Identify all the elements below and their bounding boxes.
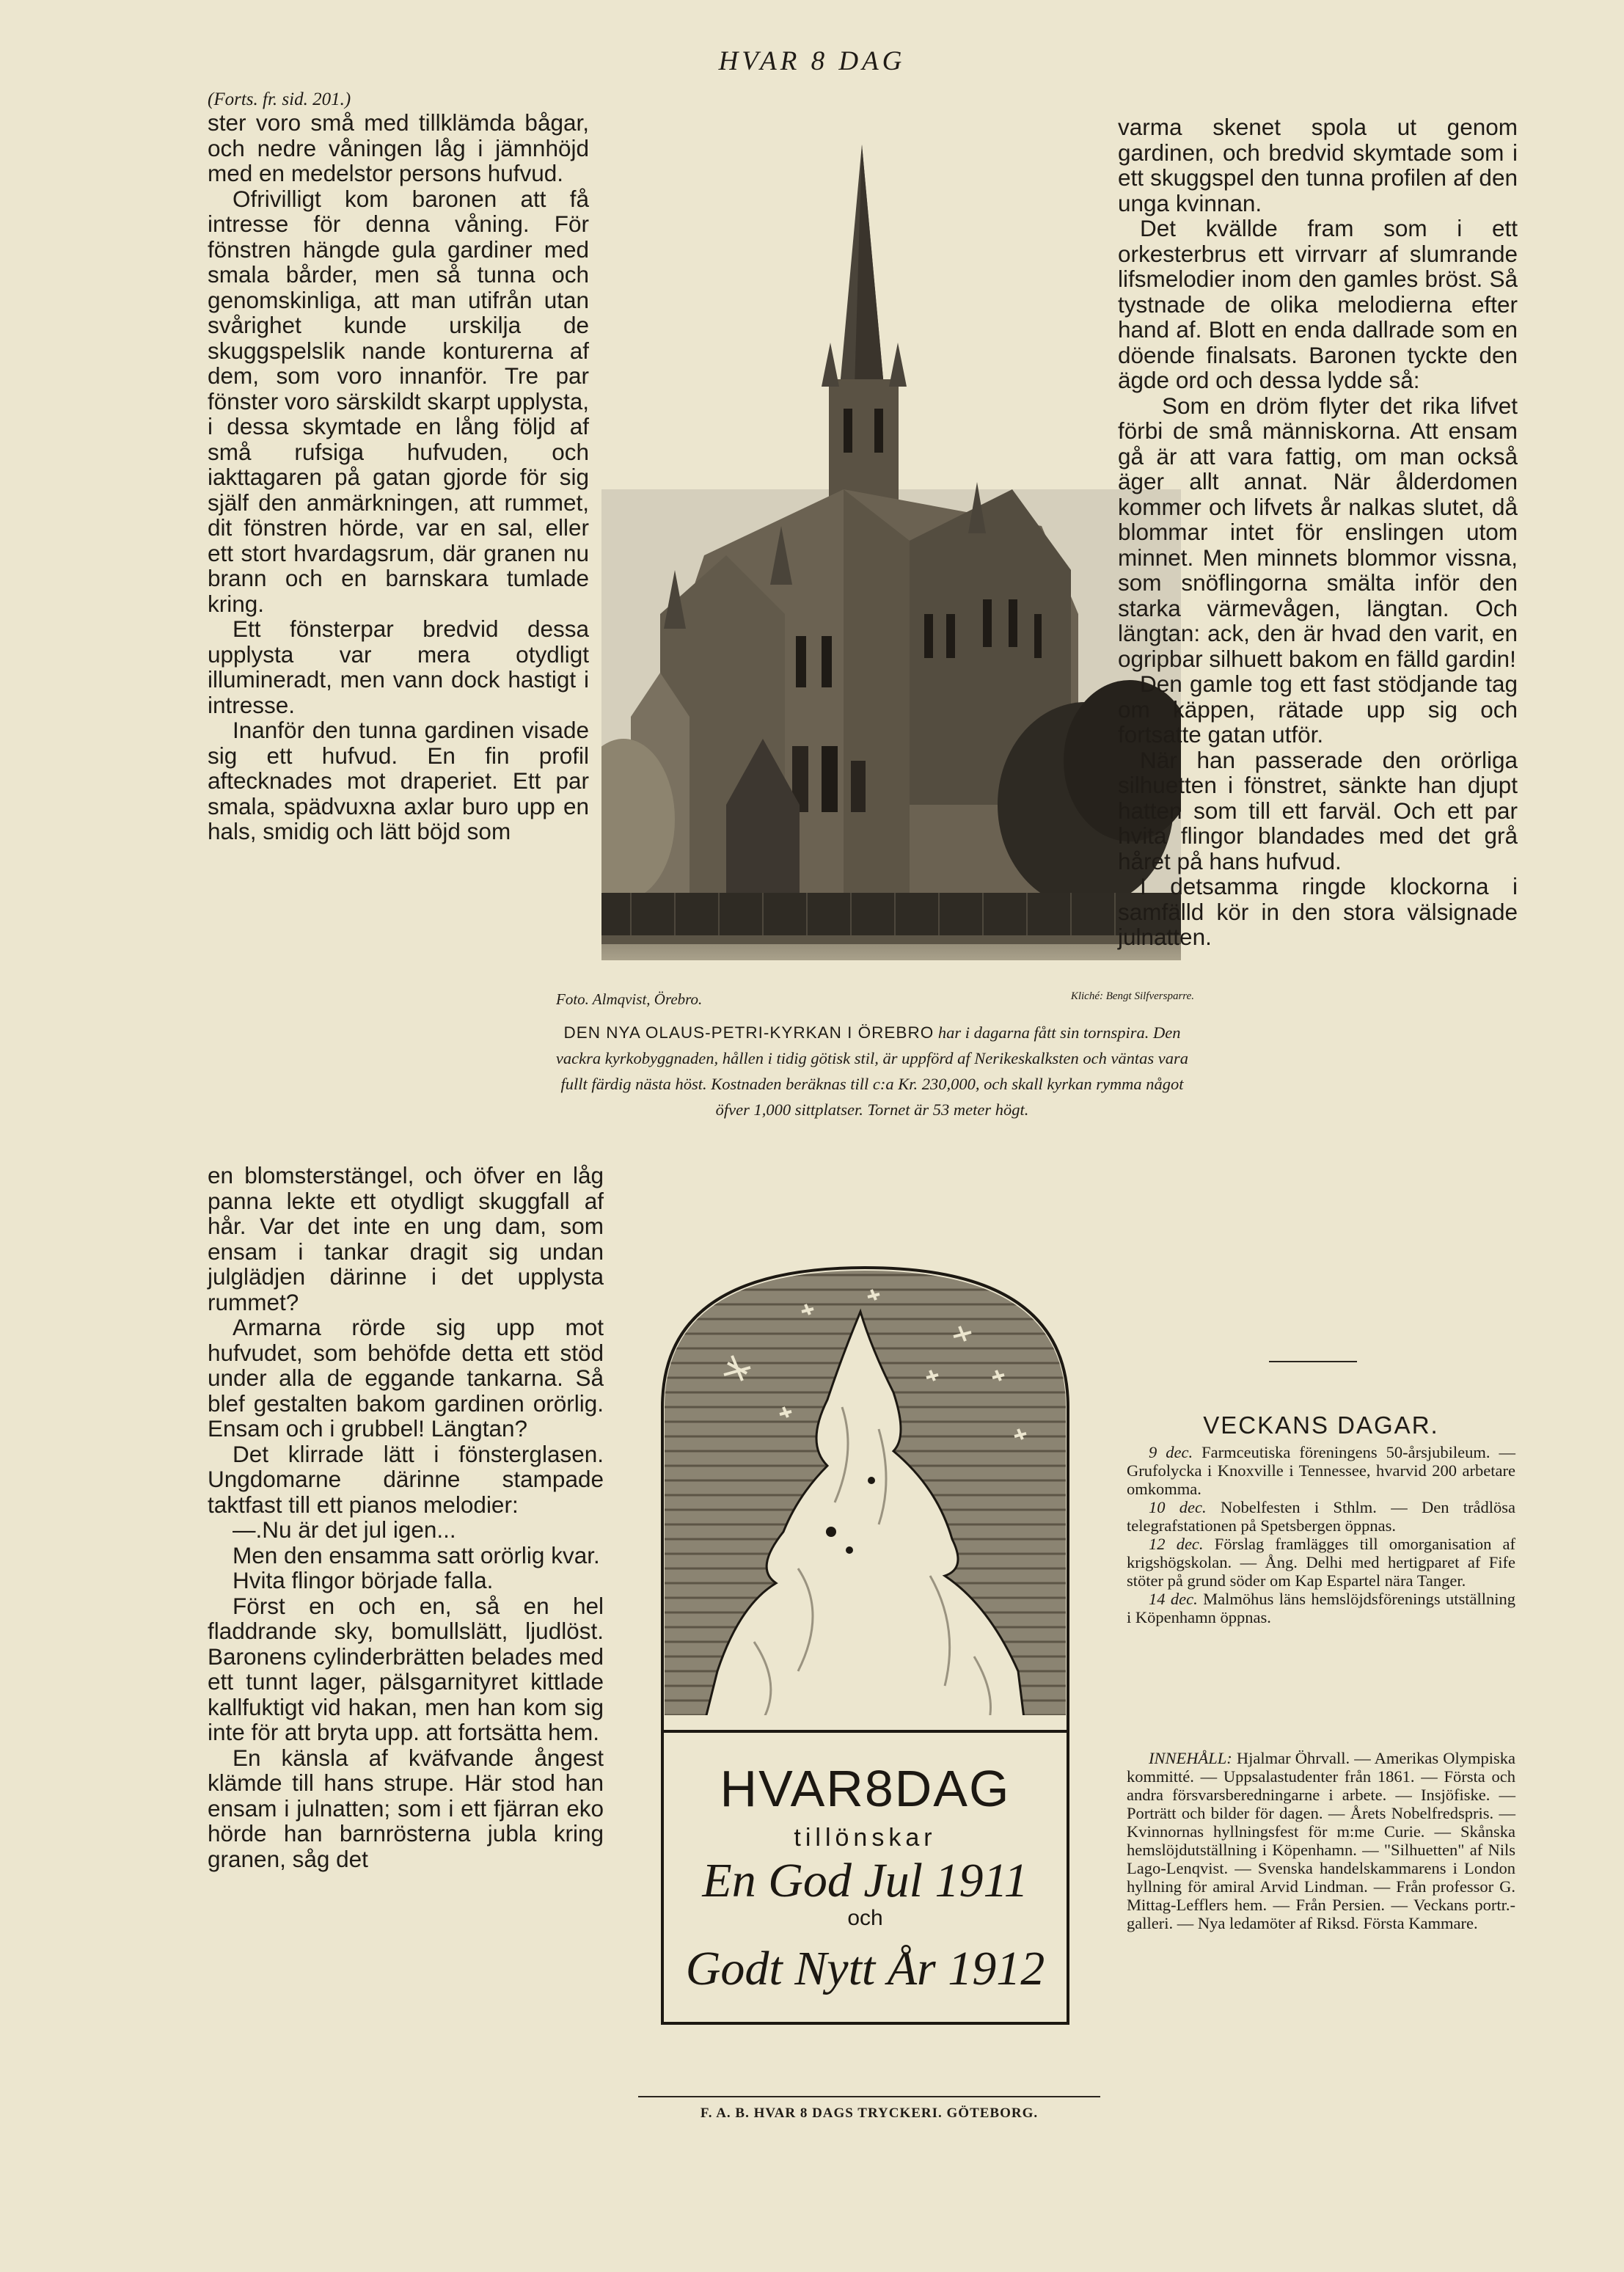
entry-text: Nobelfesten i Sthlm. — Den trådlösa telegrafstationen på Spetsbergen öppnas. bbox=[1127, 1498, 1515, 1535]
greeting-christmas: En God Jul 1911 bbox=[702, 1854, 1028, 1907]
greeting-wish: tillönskar bbox=[794, 1824, 937, 1852]
paragraph: Men den ensamma satt orörlig kvar. bbox=[233, 1541, 600, 1568]
entry-date: 10 dec. bbox=[1149, 1498, 1207, 1516]
entry-date: 9 dec. bbox=[1149, 1443, 1193, 1461]
entry-date: 12 dec. bbox=[1149, 1535, 1204, 1553]
weekdays-section bbox=[1127, 1411, 1515, 1626]
left-column-lower bbox=[208, 1163, 604, 1871]
paragraph: varma skenet spola ut genom gardinen, och bredvid skymtade som i ett skuggspel den tunna profilen af den unga kvinnan. bbox=[1118, 114, 1518, 216]
paragraph: När han passerade den orörliga silhuetten i fönstret, sänkte han djupt hatten som till ett farväl. Och ett par hvita flingor blandades med det grå håret på hans hufvud. bbox=[1118, 746, 1518, 874]
weekday-entry bbox=[1127, 1498, 1515, 1535]
paragraph: I detsamma ringde klockorna i samfälld kör in den stora välsignade julnatten. bbox=[1118, 873, 1518, 950]
greeting-new-year: Godt Nytt År 1912 bbox=[685, 1942, 1045, 1995]
footer-rule bbox=[638, 2096, 1100, 2097]
contents-label: INNEHÅLL: bbox=[1149, 1749, 1232, 1767]
paragraph: Det kvällde fram som i ett orkesterbrus ett virrvarr af slumrande lifsmelodier inom den gamles bröst. Så tystnade de olika melodierna efter hand af. Blott en enda dallrade som en döende finalsats. Baronen tyckte den ägde ord och dessa lydde så: bbox=[1118, 215, 1518, 393]
paragraph: Armarna rörde sig upp mot hufvudet, som behöfde detta ett stöd under alla de eggande tankarna. Så blef gestalten bakom gardinen orörlig. Ensam och i grubbel! Längtan? bbox=[208, 1314, 604, 1442]
paragraph: Som en dröm flyter det rika lifvet förbi de små människorna. Att ensam gå är att vara fattig, om man också äger allt annat. När ålderdomen kommer och lifvets år nalkas slutet, då blommar intet för enslingen utom minnet. Men minnets blommor vissna, som snöflingorna smälta inför den starka värmevågen, längtan. Och längtan: ack, den är hvad den varit, en ogripbar silhuett bakom en fälld gardin! bbox=[1118, 392, 1518, 672]
divider-rule bbox=[1269, 1361, 1357, 1362]
weekday-entry bbox=[1127, 1535, 1515, 1590]
left-column bbox=[208, 90, 589, 844]
photo-credits bbox=[556, 990, 1194, 1009]
paragraph: Ett fönsterpar bredvid dessa upplysta var mera otydligt illumineradt, men vann dock hastigt i intresse. bbox=[208, 616, 589, 718]
paragraph: Den gamle tog ett fast stödjande tag om käppen, rätade upp sig och fortsatte gatan utför. bbox=[1118, 671, 1518, 748]
right-column bbox=[1118, 114, 1518, 950]
printer-imprint: F. A. B. HVAR 8 DAGS TRYCKERI. GÖTEBORG. bbox=[700, 2105, 1039, 2121]
paragraph: ster voro små med tillklämda bågar, och nedre våningen låg i jämnhöjd med en medelstor persons hufvud. bbox=[208, 109, 589, 186]
running-head-title: HVAR 8 DAG bbox=[718, 46, 906, 76]
paragraph: Det klirrade lätt i fönsterglasen. Ungdomarne därinne stampade taktfast till ett pianos melodier: bbox=[208, 1440, 604, 1518]
caption-lead: DEN NYA OLAUS-PETRI-KYRKAN I ÖREBRO bbox=[563, 1023, 934, 1042]
continuation-note: (Forts. fr. sid. 201.) bbox=[208, 90, 351, 109]
weekdays-heading: VECKANS DAGAR. bbox=[1203, 1411, 1439, 1439]
greeting-title: HVAR8DAG bbox=[720, 1760, 1011, 1817]
entry-text: Förslag framlägges till omorganisation af krigshögskolan. — Ång. Delhi med hertigparet af Fife stöter på grund söder om Kap Espartel nära Tanger. bbox=[1127, 1535, 1515, 1590]
caption-text: har i dagarna fått sin tornspira. Den vackra kyrkobyggnaden, hållen i tidig götisk stil, är uppförd af Nerikeskalksten och väntas vara fullt färdig nästa höst. Kostnaden beräknas till c:a Kr. 230,000, och skall kyrkan rymma något öfver 1,000 sittplatser. Tornet är 53 meter högt. bbox=[555, 1023, 1189, 1119]
christmas-greeting-card bbox=[651, 1260, 1079, 2028]
contents-list bbox=[1127, 1749, 1515, 1932]
paragraph: En känsla af kväfvande ångest klämde till hans strupe. Här stod han ensam i julnatten; som i ett fjärran eko hörde han barnrösterna jubla kring granen, såg det bbox=[208, 1744, 604, 1872]
paragraph: —.Nu är det jul igen... bbox=[233, 1516, 456, 1543]
paragraph: Hvita flingor började falla. bbox=[233, 1567, 494, 1593]
cliche-credit: Kliché: Bengt Silfversparre. bbox=[1070, 990, 1194, 1002]
entry-text: Farmceutiska föreningens 50-årsjubileum. — Grufolycka i Knoxville i Tennessee, hvarvid 200 arbetare omkomma. bbox=[1127, 1443, 1515, 1498]
entry-text: Malmöhus läns hemslöjdsförenings utställning i Köpenhamn öppnas. bbox=[1127, 1590, 1515, 1626]
weekday-entry bbox=[1127, 1590, 1515, 1626]
greeting-och: och bbox=[847, 1906, 883, 1930]
paragraph: Ofrivilligt kom baronen att få intresse för denna våning. För fönstren hängde gula gardiner med smala bårder, men så tunna och genomskinliga, att man utifrån utan svårighet kunde urskilja de skuggspelslik nande konturerna af dem, som voro innanför. Tre par fönster voro särskildt skarpt upplysta, i dessa skymtade en lång följd af små rufsiga hufvuden, och iakttagaren på gatan gjorde för sig själf den anmärkningen, att rummet, dit fönstren hörde, var en sal, eller ett stort hvardagsrum, där granen nu brann och en barnskara tumlade kring. bbox=[208, 185, 589, 617]
paragraph: en blomsterstängel, och öfver en låg panna lekte ett otydligt skuggfall af hår. Var det inte en ung dam, som ensam i tankar dragit sig undan julglädjen därinne i det upplysta rummet? bbox=[208, 1162, 604, 1315]
entry-date: 14 dec. bbox=[1149, 1590, 1198, 1608]
contents-text: Hjalmar Öhrvall. — Amerikas Olympiska kommitté. — Uppsalastudenter från 1861. — Första och andra försvarsberedningarne i arbete. — Insjöfiske. — Porträtt och bilder för dagen. — Årets Nobelfredspris. — Kvinnornas hyllningsfest för m:me Curie. — Skånska hemslöjdutställning i Köpenhamn. — "Silhuetten" af Nils Lago-Lenqvist. — Svenska handelskammarens i London hyllning för amiral Arvid Lindman. — Från professor G. Mittag-Lefflers hem. — Från Persien. — Veckans portr.-galleri. — Nya ledamöter af Riksd. Första Kammare. bbox=[1127, 1749, 1515, 1932]
church-photo bbox=[601, 145, 1181, 960]
weekday-entry bbox=[1127, 1443, 1515, 1498]
photographer-credit: Foto. Almqvist, Örebro. bbox=[556, 990, 703, 1008]
paragraph: Inanför den tunna gardinen visade sig ett hufvud. En fin profil aftecknades mot draperiet. Ett par smala, spädvuxna axlar buro upp en hals, smidig och lätt böjd som bbox=[208, 717, 589, 844]
paragraph: Först en och en, så en hel fladdrande sky, bomullslätt, ljudlöst. Baronens cylinderbrätten belades med ett tunnt lager, pälsgarnityret kittlade kallfuktigt vid hakan, men han kom sig inte för att bryta upp. att fortsätta hem. bbox=[208, 1592, 604, 1745]
photo-caption bbox=[546, 1020, 1199, 1122]
